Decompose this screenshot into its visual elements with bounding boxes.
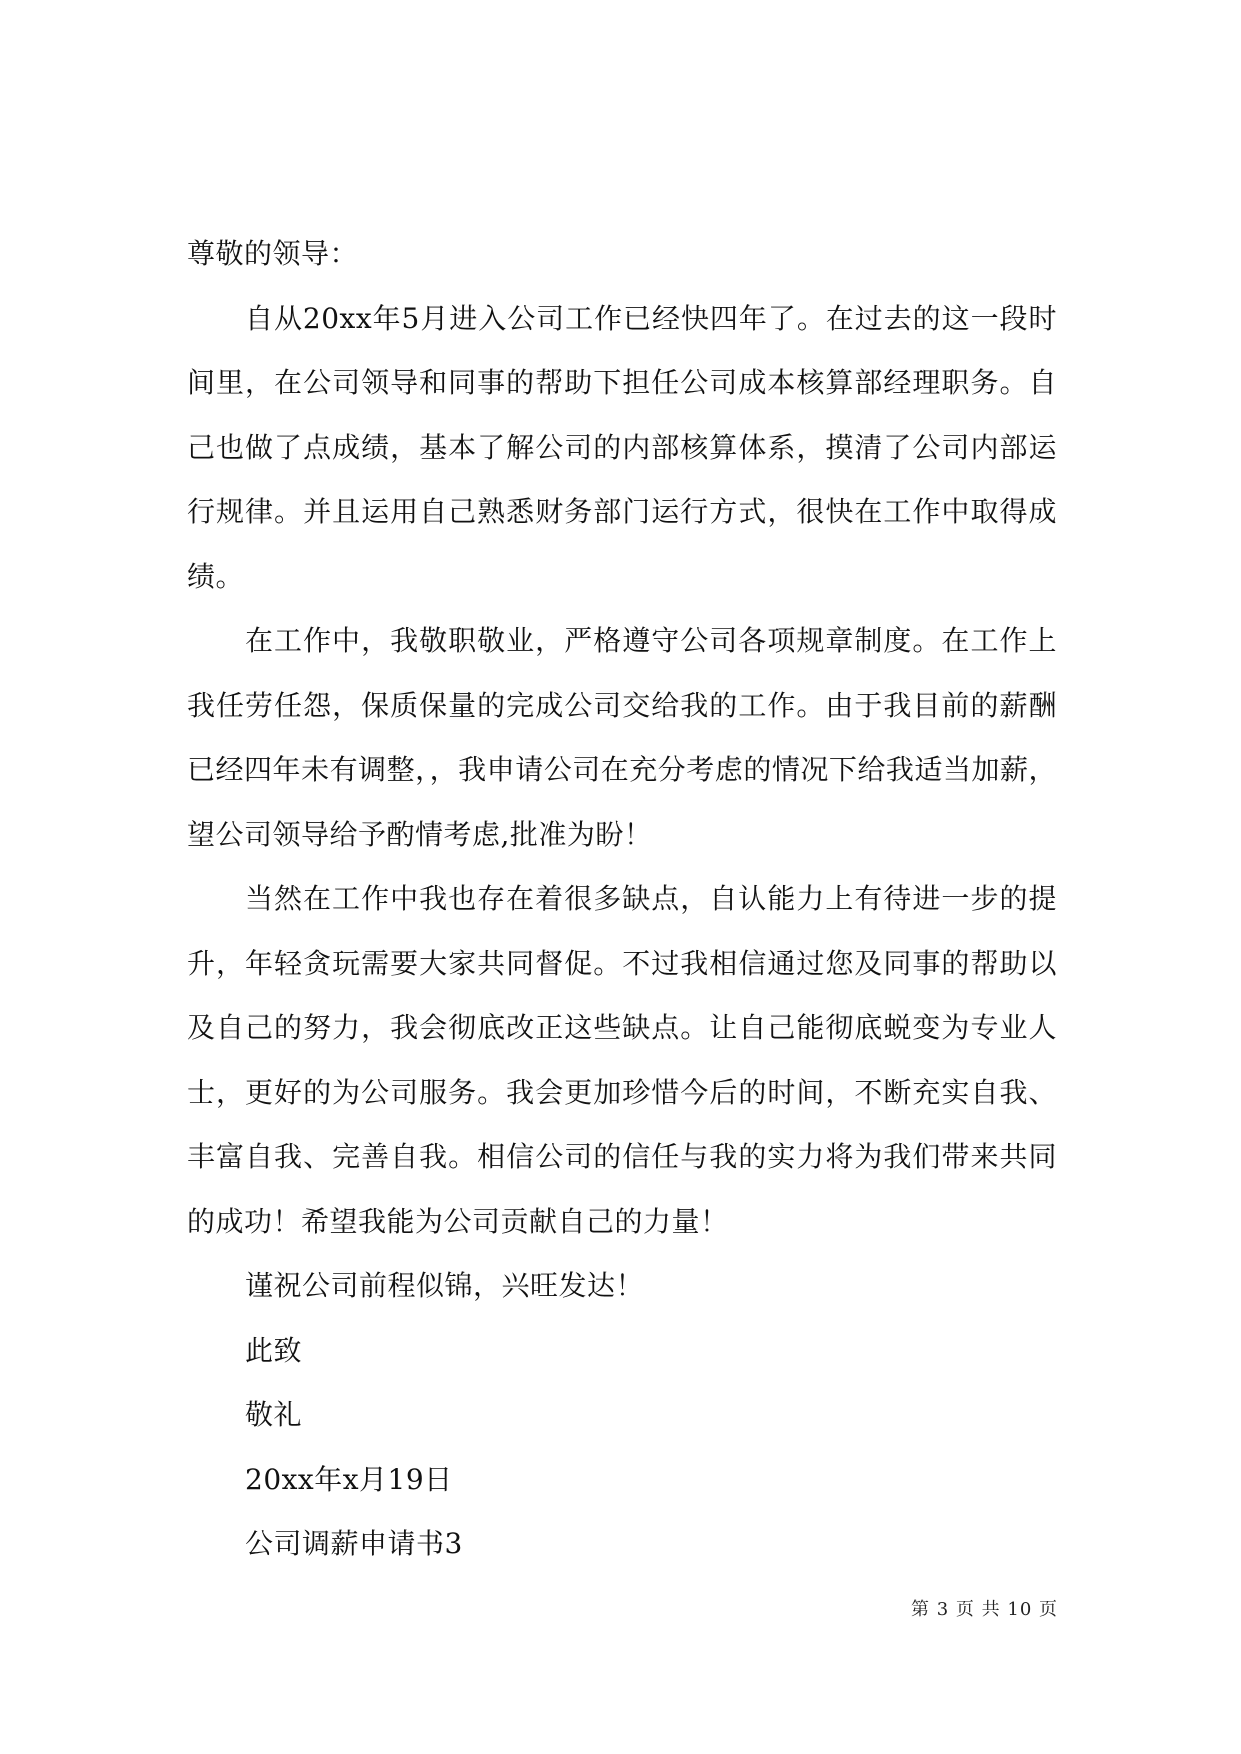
paragraph-3: 当然在工作中我也存在着很多缺点，自认能力上有待进一步的提升，年轻贪玩需要大家共同督促。不过我相信通过您及同事的帮助以及自己的努力，我会彻底改正这些缺点。让自己能彻底蜕变为专业人士，更好的为公司服务。我会更加珍惜今后的时间，不断充实自我、丰富自我、完善自我。相信公司的信任与我的实力将为我们带来共同的成功！希望我能为公司贡献自己的力量！ xyxy=(187,882,1057,1238)
wishes-line: 谨祝公司前程似锦，兴旺发达！ xyxy=(245,1269,645,1302)
next-section-title: 公司调薪申请书3 xyxy=(245,1527,463,1560)
salutation: 尊敬的领导： xyxy=(187,237,359,270)
closing-line-2: 敬礼 xyxy=(245,1398,303,1431)
letter-body xyxy=(187,222,1057,1577)
paragraph-2: 在工作中，我敬职敬业，严格遵守公司各项规章制度。在工作上我任劳任怨，保质保量的完成公司交给我的工作。由于我目前的薪酬已经四年未有调整，，我申请公司在充分考虑的情况下给我适当加薪，望公司领导给予酌情考虑,批准为盼！ xyxy=(187,624,1057,851)
date-line: 20xx年x月19日 xyxy=(245,1462,453,1496)
page-number-footer: 第 3 页 共 10 页 xyxy=(911,1599,1058,1620)
paragraph-1: 自从20xx年5月进入公司工作已经快四年了。在过去的这一段时间里，在公司领导和同事的帮助下担任公司成本核算部经理职务。自己也做了点成绩，基本了解公司的内部核算体系，摸清了公司内部运行规律。并且运用自己熟悉财务部门运行方式，很快在工作中取得成绩。 xyxy=(187,301,1057,593)
closing-line-1: 此致 xyxy=(245,1333,303,1367)
